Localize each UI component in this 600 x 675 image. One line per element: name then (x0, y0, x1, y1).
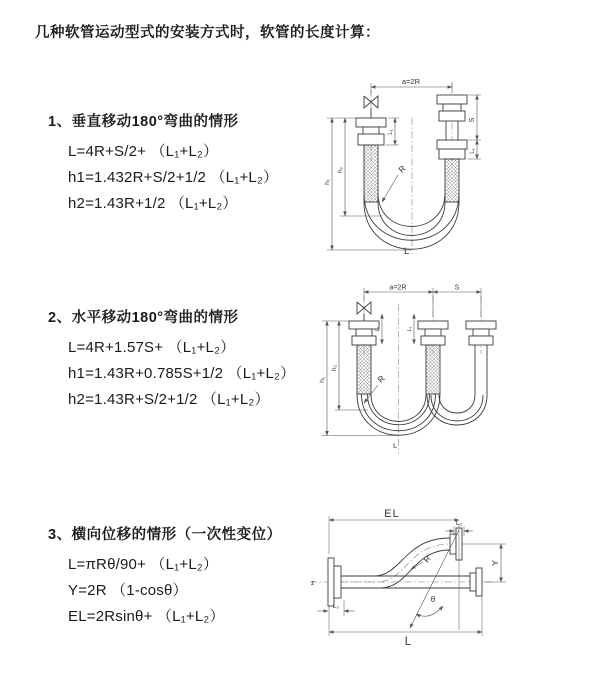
hose-geometry (356, 95, 467, 249)
dim-l: L (404, 636, 412, 648)
page-title: 几种软管运动型式的安装方式时，软管的长度计算： (35, 25, 380, 41)
dim-a-2r: a=2R (401, 77, 421, 86)
section-2-heading: 2、水平移动180°弯曲的情形 (48, 310, 239, 326)
left-flange (356, 118, 386, 127)
right-fitting (466, 321, 496, 329)
middle-fitting (418, 321, 448, 329)
formula-line: h1=1.43R+0.785S+1/2 （L₁+L₂） (68, 365, 296, 382)
right-lower-fitting (437, 140, 467, 149)
braided-hose-left (364, 145, 378, 202)
braided-hose-left (357, 345, 371, 394)
dim-l2: L₂ (332, 603, 340, 610)
dim-l1: L₁ (455, 520, 463, 527)
centerlines (364, 296, 481, 454)
label-length-l: L (393, 441, 398, 450)
dim-l1-b: L₁ (407, 326, 413, 332)
u-bend-inner (378, 193, 445, 226)
dim-y: Y (490, 560, 500, 566)
right-upper-fitting (437, 95, 467, 104)
dim-s: S (454, 284, 460, 292)
section-2-formulas (68, 335, 295, 413)
dim-l1-left: L₁ (388, 129, 394, 135)
formula-line: h2=1.43R+S/2+1/2 （L₁+L₂） (68, 391, 270, 408)
braided-hose-right (445, 159, 459, 202)
dim-h1: h₁ (319, 377, 326, 383)
diagram-lateral-displacement (298, 490, 568, 660)
hose-geometry (349, 302, 496, 435)
section-1-heading: 1、垂直移动180°弯曲的情形 (48, 114, 239, 130)
section-3-formulas (68, 552, 282, 630)
upper-flange (450, 534, 456, 554)
formula-line: h2=1.43R+1/2 （L₁+L₂） (68, 195, 238, 212)
section-3-heading: 3、横向位移的情形（一次性变位） (48, 527, 282, 543)
centerlines (371, 82, 452, 254)
dim-l1-right: L₁ (470, 148, 476, 154)
label-theta: θ (430, 595, 436, 604)
dim-h1: h₁ (324, 179, 331, 185)
section-horizontal-movement (48, 306, 295, 413)
label-length-l: L (404, 246, 410, 256)
dim-s: S (469, 117, 476, 123)
centerline-break-mark: z (311, 580, 315, 587)
formula-line: L=πRθ/90+ （L₁+L₂） (68, 556, 219, 573)
label-radius-r: R (421, 553, 433, 565)
formula-line: Y=2R （1-cosθ） (68, 582, 188, 599)
braided-hose-middle (426, 345, 440, 394)
label-radius-r: R (375, 373, 387, 385)
dim-l1-a: L₁ (375, 326, 381, 332)
diagram-vertical-180-bend (312, 66, 492, 256)
formula-line: L=4R+1.57S+ （L₁+L₂） (68, 339, 236, 356)
dim-h2: h₂ (331, 364, 338, 372)
right-flange (470, 573, 476, 591)
section-1-formulas (68, 139, 278, 217)
dim-a-2r: a=2R (389, 284, 407, 292)
section-lateral-displacement (48, 523, 282, 630)
formula-line: h1=1.432R+S/2+1/2 （L₁+L₂） (68, 169, 279, 186)
section-vertical-movement (48, 110, 278, 217)
dim-h2: h₂ (337, 166, 344, 174)
left-flange (328, 558, 334, 606)
u-bend-2-inner (439, 395, 475, 413)
formula-line: EL=2Rsinθ+ （L₁+L₂） (68, 608, 225, 625)
dim-el: EL (384, 508, 400, 520)
formula-line: L=4R+S/2+ （L₁+L₂） (68, 143, 219, 160)
label-radius-r: R (396, 163, 408, 175)
diagram-horizontal-180-bend (308, 282, 520, 460)
